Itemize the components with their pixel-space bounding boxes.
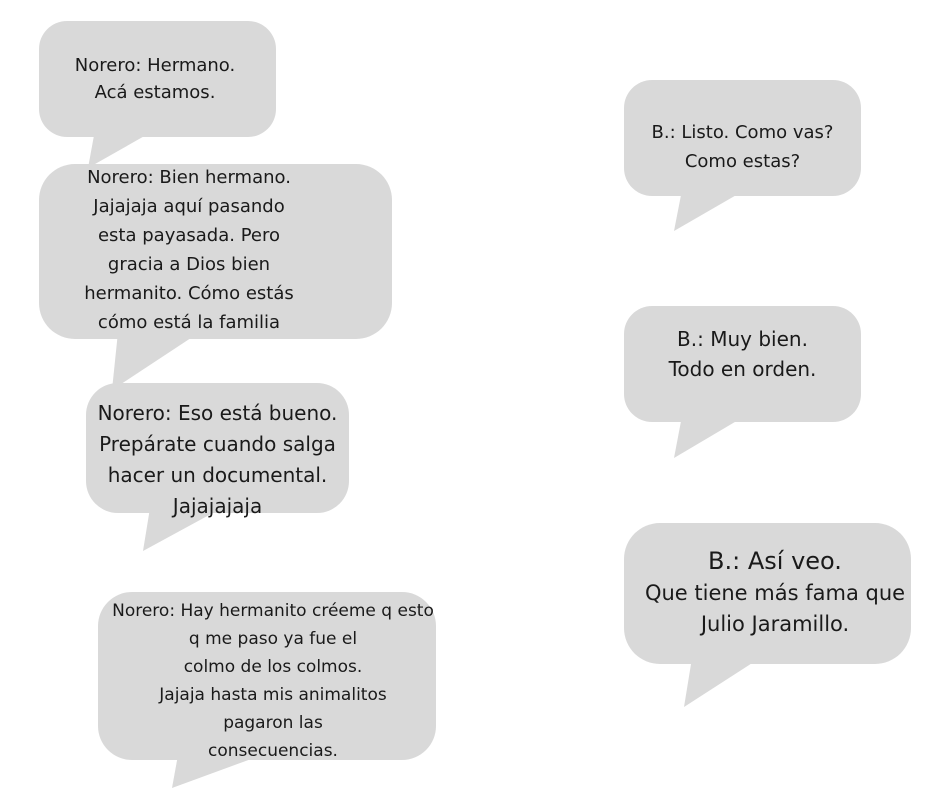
message-line: Julio Jaramillo. (700, 612, 850, 636)
message-line: Jajaja hasta mis animalitos (159, 685, 387, 705)
message-line: colmo de los colmos. (183, 657, 363, 677)
message-line: hermanito. Cómo estás (84, 283, 294, 304)
message-line: cómo está la familia (97, 312, 281, 333)
message-line: Como estas? (684, 151, 801, 172)
message-line: Acá estamos. (94, 82, 216, 103)
message-line: Prepárate cuando salga (99, 432, 336, 456)
message-line: B.: Listo. Como vas? (651, 122, 834, 143)
message-line: Jajajaja aquí pasando (93, 196, 285, 217)
message-line: B.: Así veo. (708, 547, 842, 575)
message-line: gracia a Dios bien (107, 254, 271, 275)
message-line: Norero: Hermano. (74, 55, 236, 76)
message-line: pagaron las (223, 713, 323, 733)
message-line: Norero: Hay hermanito créeme q esto (112, 601, 434, 621)
message-line: Norero: Bien hermano. (87, 167, 291, 188)
message-line: B.: Muy bien. (677, 327, 808, 351)
message-line: hacer un documental. (107, 463, 328, 487)
message-line: Jajajajaja (172, 494, 263, 518)
message-line: consecuencias. (208, 741, 338, 761)
message-text (628, 545, 922, 640)
message-line: Que tiene más fama que (644, 581, 906, 605)
message-line: esta payasada. Pero (97, 225, 280, 246)
message-line: q me paso ya fue el (188, 629, 358, 649)
message-line: Todo en orden. (668, 357, 817, 381)
message-line: Norero: Eso está bueno. (97, 401, 338, 425)
